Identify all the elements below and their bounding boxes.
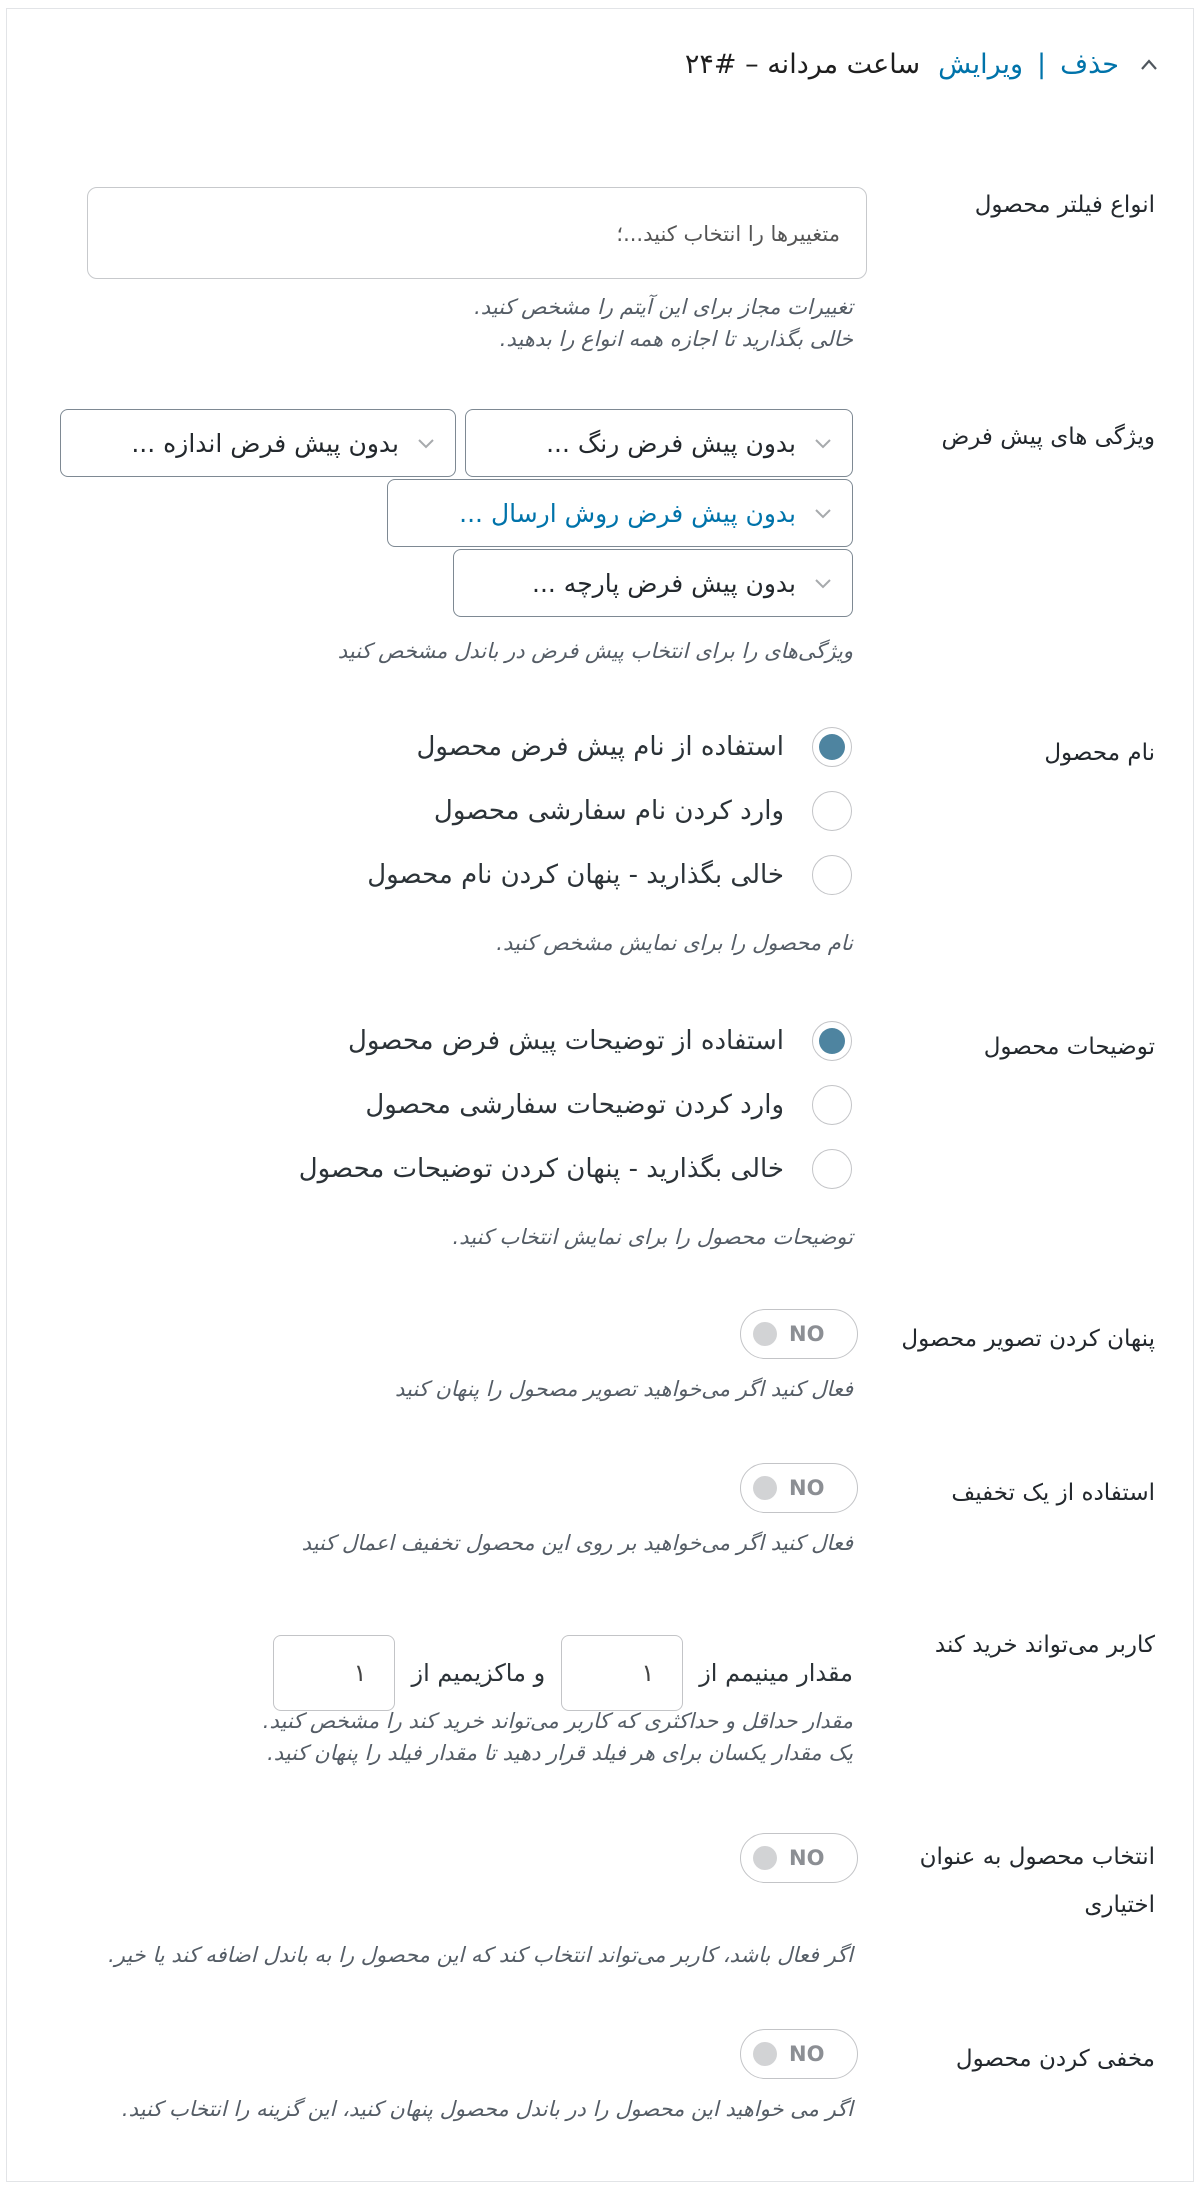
- header-separator: |: [1037, 49, 1047, 80]
- radio-label: وارد کردن نام سفارشی محصول: [433, 796, 784, 826]
- hide-product-desc: اگر می خواهید این محصول را در باندل محصول پنهان کنید، این گزینه را انتخاب کنید.: [121, 2097, 853, 2121]
- select-default-color[interactable]: [465, 409, 853, 477]
- radio-button[interactable]: [812, 1085, 852, 1125]
- product-desc-desc: توضیحات محصول را برای نمایش انتخاب کنید.: [452, 1225, 853, 1249]
- label-line: اختیاری: [1084, 1892, 1155, 1918]
- toggle-knob: [753, 1322, 777, 1346]
- radio-button[interactable]: [812, 855, 852, 895]
- chevron-down-icon: [814, 507, 832, 519]
- quantity-desc: [53, 1705, 853, 1769]
- desc-line: مقدار حداقل و حداکثری که کاربر می‌تواند خرید کند را مشخص کنید.: [262, 1709, 853, 1733]
- variation-filter-label: انواع فیلتر محصول: [974, 192, 1155, 218]
- hide-image-label: پنهان کردن تصویر محصول: [901, 1326, 1155, 1352]
- select-default-shipping[interactable]: [387, 479, 853, 547]
- desc-line: خالی بگذارید تا اجازه همه انواع را بدهید.: [499, 327, 853, 351]
- chevron-down-icon: [814, 437, 832, 449]
- toggle-text: NO: [789, 2042, 825, 2066]
- product-desc-option[interactable]: [299, 1149, 852, 1189]
- radio-label: استفاده از توضیحات پیش فرض محصول: [347, 1026, 784, 1056]
- max-prefix: و ماکزیمیم از: [411, 1659, 546, 1687]
- min-value: ۱: [641, 1659, 655, 1687]
- max-quantity-input[interactable]: [273, 1635, 395, 1711]
- select-value: بدون پیش فرض پارچه ...: [532, 568, 796, 598]
- select-value: بدون پیش فرض روش ارسال ...: [459, 498, 796, 528]
- radio-button[interactable]: [812, 727, 852, 767]
- chevron-up-icon[interactable]: [1139, 55, 1159, 75]
- item-title: ساعت مردانه – #۲۴: [684, 49, 921, 80]
- edit-link[interactable]: ویرایش: [938, 49, 1024, 80]
- radio-button[interactable]: [812, 1021, 852, 1061]
- default-attributes-label: ویژگی های پیش فرض: [941, 424, 1155, 450]
- product-name-option[interactable]: [416, 727, 852, 767]
- bundle-item-panel: [6, 8, 1194, 2182]
- hide-product-label: مخفی کردن محصول: [955, 2046, 1155, 2072]
- discount-desc: فعال کنید اگر می‌خواهید بر روی این محصول تخفیف اعمال کنید: [301, 1531, 853, 1555]
- radio-button[interactable]: [812, 1149, 852, 1189]
- product-name-label: نام محصول: [1044, 740, 1155, 766]
- min-prefix: مقدار مینیمم از: [699, 1659, 853, 1687]
- chevron-down-icon: [417, 437, 435, 449]
- quantity-row: [257, 1635, 853, 1711]
- label-line: انتخاب محصول به عنوان: [919, 1844, 1155, 1870]
- radio-label: استفاده از نام پیش فرض محصول: [416, 732, 784, 762]
- desc-line: تغییرات مجاز برای این آیتم را مشخص کنید.: [474, 295, 853, 319]
- desc-line: یک مقدار یکسان برای هر فیلد قرار دهید تا مقدار فیلد را پنهان کنید.: [267, 1741, 853, 1765]
- quantity-label: کاربر می‌تواند خرید کند: [934, 1632, 1155, 1658]
- radio-button[interactable]: [812, 791, 852, 831]
- toggle-text: NO: [789, 1846, 825, 1870]
- discount-toggle[interactable]: [740, 1463, 858, 1513]
- variation-filter-placeholder: متغییرها را انتخاب کنید...؛: [616, 222, 840, 246]
- discount-label: استفاده از یک تخفیف: [951, 1480, 1155, 1506]
- product-desc-label: توضیحات محصول: [983, 1034, 1155, 1060]
- radio-label: خالی بگذارید - پنهان کردن نام محصول: [367, 860, 784, 890]
- variation-filter-desc: [53, 291, 853, 355]
- radio-label: خالی بگذارید - پنهان کردن توضیحات محصول: [298, 1154, 784, 1184]
- product-name-desc: نام محصول را برای نمایش مشخص کنید.: [496, 931, 853, 955]
- min-quantity-input[interactable]: [561, 1635, 683, 1711]
- delete-link[interactable]: حذف: [1060, 49, 1119, 80]
- item-header: [685, 49, 1159, 80]
- radio-label: وارد کردن توضیحات سفارشی محصول: [365, 1090, 784, 1120]
- toggle-knob: [753, 1476, 777, 1500]
- select-value: بدون پیش فرض رنگ ...: [546, 428, 796, 458]
- hide-image-toggle[interactable]: [740, 1309, 858, 1359]
- max-value: ۱: [353, 1659, 367, 1687]
- product-desc-option[interactable]: [348, 1021, 852, 1061]
- product-desc-option[interactable]: [365, 1085, 852, 1125]
- select-value: بدون پیش فرض اندازه ...: [131, 428, 399, 458]
- select-default-fabric[interactable]: [453, 549, 853, 617]
- toggle-knob: [753, 1846, 777, 1870]
- product-name-option[interactable]: [367, 855, 852, 895]
- hide-image-desc: فعال کنید اگر می‌خواهید تصویر مصحول را پنهان کنید: [394, 1377, 853, 1401]
- optional-label: [865, 1833, 1155, 1929]
- variation-filter-input[interactable]: [87, 187, 867, 279]
- select-default-size[interactable]: [60, 409, 456, 477]
- hide-product-toggle[interactable]: [740, 2029, 858, 2079]
- optional-desc: اگر فعال باشد، کاربر می‌تواند انتخاب کند که این محصول را به باندل اضافه کند یا خیر.: [108, 1943, 853, 1967]
- toggle-text: NO: [789, 1476, 825, 1500]
- toggle-text: NO: [789, 1322, 825, 1346]
- optional-toggle[interactable]: [740, 1833, 858, 1883]
- toggle-knob: [753, 2042, 777, 2066]
- product-name-option[interactable]: [434, 791, 852, 831]
- default-attributes-desc: ویژگی‌های را برای انتخاب پیش فرض در باندل مشخص کنید: [337, 639, 853, 663]
- chevron-down-icon: [814, 577, 832, 589]
